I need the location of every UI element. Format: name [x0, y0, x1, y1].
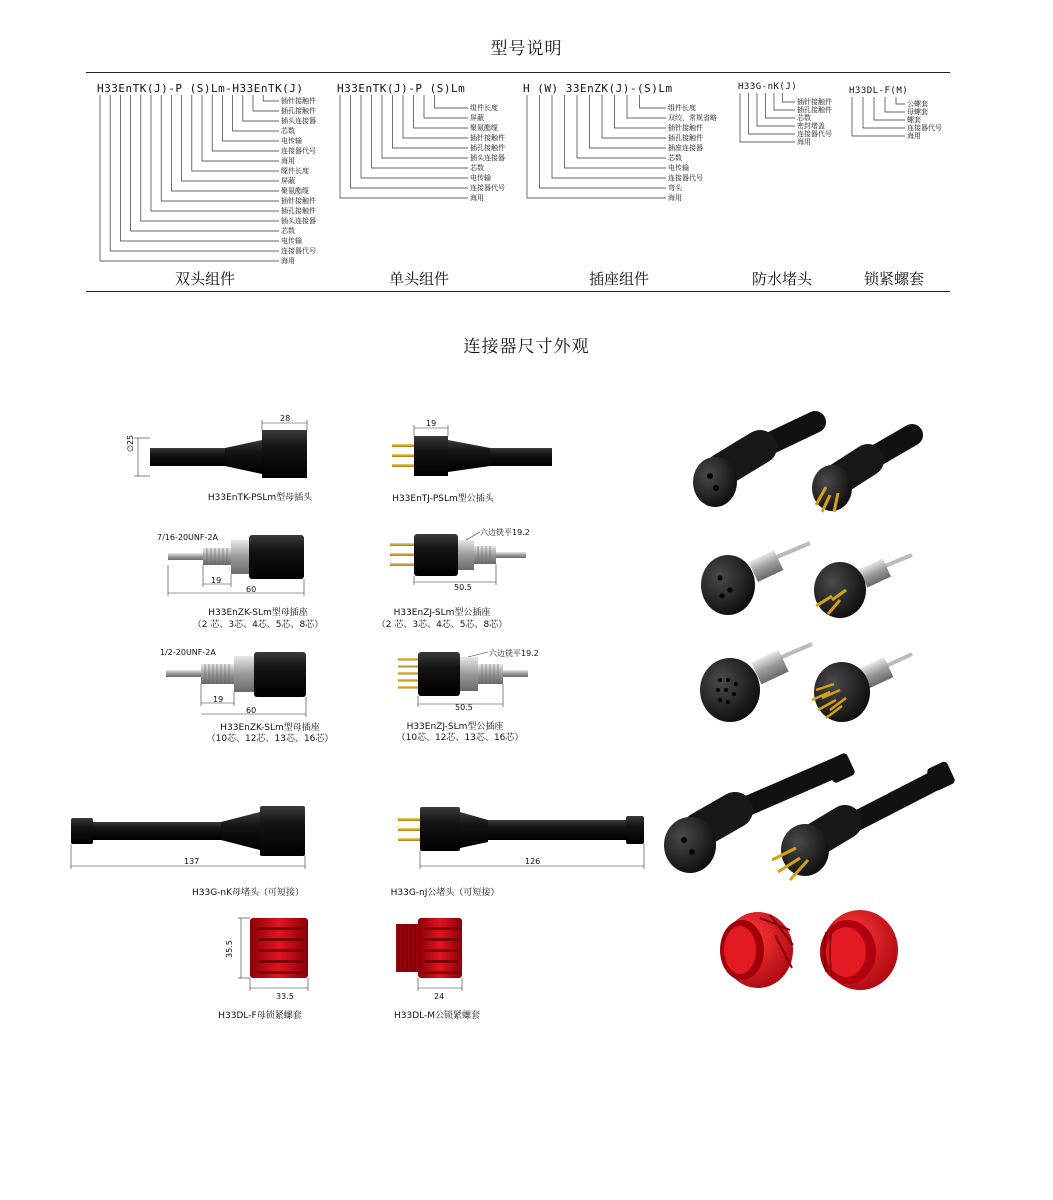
label: 插孔接触件 — [281, 107, 316, 115]
f-sock1-dim-b: 60 — [246, 585, 257, 594]
label: 海用 — [470, 194, 484, 202]
label: 芯数 — [470, 164, 484, 172]
label: 电传输 — [281, 237, 302, 245]
category-single: 单头组件 — [388, 270, 449, 288]
label: 插孔接触件 — [797, 106, 832, 114]
female-nut-drawing — [238, 918, 308, 991]
m-cap-dim: 126 — [525, 857, 541, 866]
label: 海用 — [281, 257, 295, 265]
male-socket-2-drawing — [398, 652, 528, 707]
f-plug-caption: H33EnTK-PSLm型母插头 — [207, 493, 313, 503]
female-plug-drawing — [134, 420, 307, 478]
render-plugs — [693, 422, 912, 512]
label: 插针接触件 — [281, 97, 316, 105]
label: 组件长度 — [668, 104, 696, 112]
f-plug-dim-dia: ∅25 — [126, 434, 135, 452]
category-nut: 锁紧螺套 — [863, 270, 924, 288]
f-sock1-caption: H33EnZK-SLm型母插座 — [208, 608, 308, 618]
f-sock1-thread: 7/16-20UNF-2A — [157, 533, 218, 542]
label: 连接器代号 — [281, 247, 316, 255]
m-nut-dim-w: 24 — [434, 992, 445, 1001]
single-code: H33EnTK(J)-P (S)Lm — [337, 82, 466, 95]
label: 插头连接器 — [281, 217, 316, 225]
label: 弯头 — [668, 184, 682, 192]
model-title: 型号说明 — [490, 39, 563, 59]
female-socket-1-drawing — [168, 535, 304, 596]
label: 插针接触件 — [470, 134, 505, 142]
f-sock2-dim-a: 19 — [213, 695, 224, 704]
label: 组件长度 — [470, 104, 498, 112]
label: 密封堵盖 — [797, 122, 825, 130]
category-socket: 插座组件 — [588, 270, 649, 288]
label: 插孔接触件 — [281, 207, 316, 215]
f-sock1-caption-cores: （2 芯、3芯、4芯、5芯、8芯） — [192, 620, 324, 630]
label: 电传输 — [470, 174, 491, 182]
dims-title: 连接器尺寸外观 — [463, 337, 590, 357]
f-sock2-dim-b: 60 — [246, 706, 257, 715]
label: 聚氨酯缆 — [281, 187, 309, 195]
label: 芯数 — [668, 154, 682, 162]
label: 连接器代号 — [907, 124, 942, 132]
socket-code: H (W) 33EnZK(J)-(S)Lm — [523, 82, 673, 95]
category-cap: 防水堵头 — [751, 270, 812, 288]
f-cap-caption: H33G-nK母堵头（可短接） — [191, 888, 305, 898]
label: 海用 — [797, 138, 811, 146]
f-nut-caption: H33DL-F母锁紧螺套 — [218, 1011, 302, 1021]
male-plug-drawing — [392, 425, 552, 476]
f-nut-dim-h: 35.5 — [225, 940, 234, 958]
label: 插孔接触件 — [668, 134, 703, 142]
m-sock1-hex: 六边铣平19.2 — [480, 528, 530, 537]
label: 公螺套 — [907, 100, 928, 108]
m-sock1-dim-a: 50.5 — [454, 583, 472, 592]
label: 海用 — [281, 157, 295, 165]
cap-code: H33G-nK(J) — [738, 82, 798, 92]
label: 芯数 — [281, 127, 295, 135]
label: 插座连接器 — [668, 144, 703, 152]
label: 连接器代号 — [668, 174, 703, 182]
label: 插头连接器 — [470, 154, 505, 162]
label: 螺套 — [907, 116, 921, 124]
label: 母螺套 — [907, 108, 928, 116]
label: 海用 — [668, 194, 682, 202]
label: 插针接触件 — [281, 197, 316, 205]
render-nuts — [720, 910, 898, 990]
label: 插孔接触件 — [470, 144, 505, 152]
f-plug-dim-len: 28 — [280, 414, 291, 423]
label: 连接器代号 — [281, 147, 316, 155]
m-sock1-caption-cores: （2 芯、3芯、4芯、5芯、8芯） — [376, 620, 508, 630]
m-sock1-caption: H33EnZJ-SLm型公插座 — [393, 608, 491, 618]
m-plug-caption: H33EnTJ-PSLm型公插头 — [392, 494, 494, 504]
m-cap-caption: H33G-nJ公堵头（可短接） — [390, 888, 500, 898]
male-nut-drawing — [396, 918, 462, 991]
render-sockets-2 — [700, 644, 912, 722]
male-cap-drawing — [398, 807, 644, 869]
m-sock2-dim-a: 50.5 — [455, 703, 473, 712]
label: 缆件长度 — [281, 167, 309, 175]
label: 电传输 — [281, 137, 302, 145]
m-sock2-hex: 六边铣平19.2 — [489, 649, 539, 658]
label: 屏蔽 — [470, 114, 484, 122]
m-plug-dim-len: 19 — [426, 419, 437, 428]
male-socket-1-drawing — [390, 532, 526, 585]
nut-code: H33DL-F(M) — [849, 86, 909, 96]
f-sock2-caption: H33EnZK-SLm型母插座 — [220, 723, 320, 733]
female-socket-2-drawing — [166, 652, 306, 717]
label: 电传输 — [668, 164, 689, 172]
label: 插针接触件 — [797, 98, 832, 106]
label: 连接器代号 — [797, 130, 832, 138]
render-sockets-1 — [701, 543, 912, 618]
f-cap-dim: 137 — [184, 857, 200, 866]
m-sock2-caption: H33EnZJ-SLm型公插座 — [406, 722, 504, 732]
f-nut-dim-w: 33.5 — [276, 992, 294, 1001]
category-double: 双头组件 — [174, 270, 235, 288]
label: 海用 — [907, 132, 921, 140]
double-code: H33EnTK(J)-P (S)Lm-H33EnTK(J) — [97, 82, 304, 95]
label: 插针接触件 — [668, 124, 703, 132]
label: 屏蔽 — [281, 177, 295, 185]
label: 双绞，常规省略 — [668, 114, 717, 122]
label: 插头连接器 — [281, 117, 316, 125]
label: 聚氨酯缆 — [470, 124, 498, 132]
f-sock2-thread: 1/2-20UNF-2A — [160, 648, 216, 657]
label: 连接器代号 — [470, 184, 505, 192]
label: 芯数 — [797, 114, 811, 122]
f-sock1-dim-a: 19 — [211, 576, 222, 585]
render-caps — [664, 752, 956, 880]
m-nut-caption: H33DL-M公锁紧螺套 — [393, 1011, 481, 1021]
m-sock2-caption-cores: （10芯、12芯、13芯、16芯） — [396, 733, 524, 743]
f-sock2-caption-cores: （10芯、12芯、13芯、16芯） — [206, 734, 334, 744]
label: 芯数 — [281, 227, 295, 235]
